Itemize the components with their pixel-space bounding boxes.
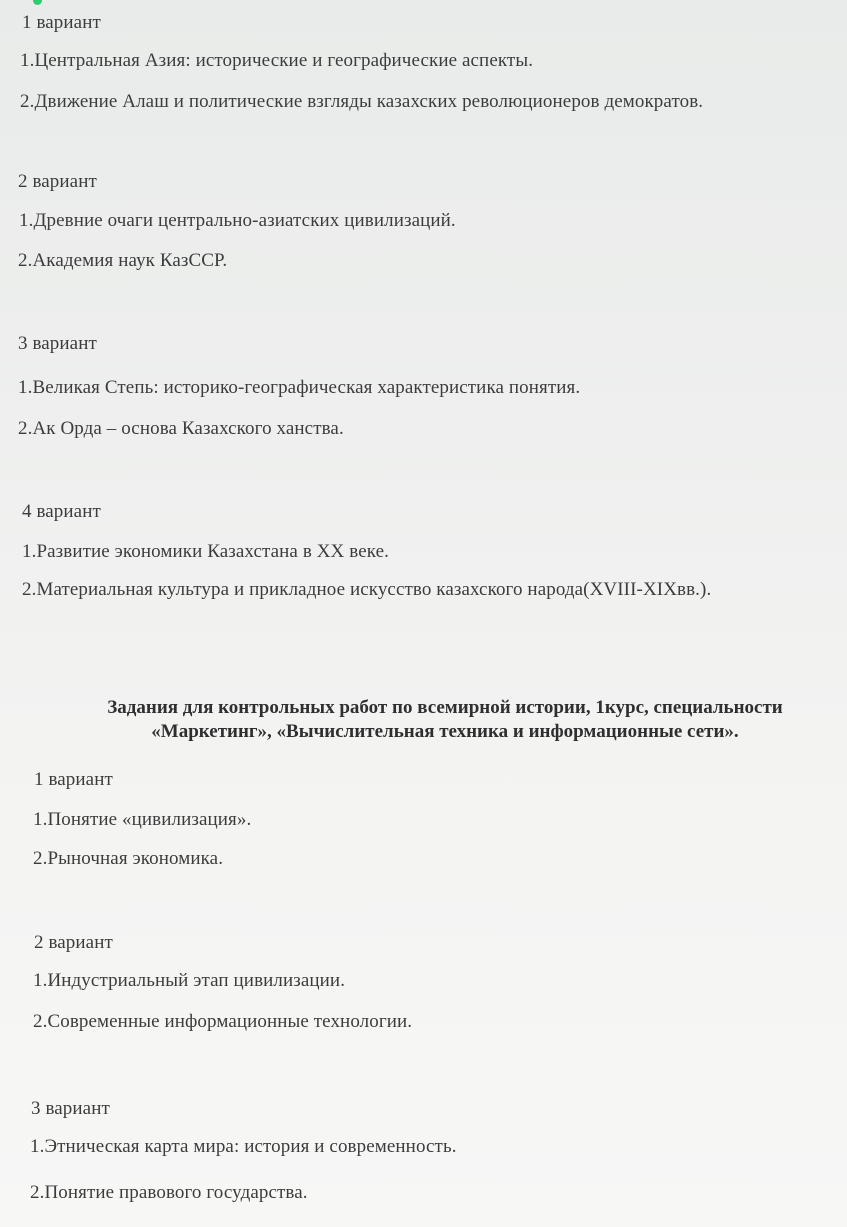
variant-item: 1.Древние очаги центрально-азиатских цивилизаций.	[19, 210, 456, 231]
variant-item: 1.Великая Степь: историко-географическая характеристика понятия.	[18, 377, 581, 398]
variant-label: 1 вариант	[22, 12, 101, 33]
variant-item: 1.Центральная Азия: исторические и географические аспекты.	[20, 50, 534, 71]
variant-item: 1.Индустриальный этап цивилизации.	[33, 970, 346, 991]
heading-line-1: Задания для контрольных работ по всемирной истории, 1курс, специальности	[107, 697, 783, 718]
variant-label: 3 вариант	[31, 1098, 110, 1119]
variant-label: 2 вариант	[18, 171, 97, 192]
variant-item: 2.Движение Алаш и политические взгляды казахских революционеров демократов.	[20, 91, 704, 112]
variant-item: 1.Развитие экономики Казахстана в XX веке.	[22, 541, 389, 562]
variant-item: 2.Понятие правового государства.	[30, 1182, 308, 1203]
section-heading	[60, 696, 830, 744]
variant-item: 2.Современные информационные технологии.	[33, 1011, 413, 1032]
variant-item: 2.Академия наук КазССР.	[18, 250, 228, 271]
heading-line-2: «Маркетинг», «Вычислительная техника и информационные сети».	[151, 721, 739, 742]
variant-label: 2 вариант	[34, 932, 113, 953]
variant-item: 2.Ак Орда – основа Казахского ханства.	[18, 418, 344, 439]
variant-label: 4 вариант	[22, 501, 101, 522]
variant-item: 1.Этническая карта мира: история и современность.	[30, 1136, 457, 1157]
variant-label: 3 вариант	[18, 333, 97, 354]
variant-item: 2.Материальная культура и прикладное искусство казахского народа(XVIII-XIXвв.).	[22, 579, 712, 600]
variant-item: 2.Рыночная экономика.	[33, 848, 224, 869]
variant-label: 1 вариант	[34, 769, 113, 790]
green-dot-icon	[33, 0, 42, 5]
variant-item: 1.Понятие «цивилизация».	[33, 809, 252, 830]
